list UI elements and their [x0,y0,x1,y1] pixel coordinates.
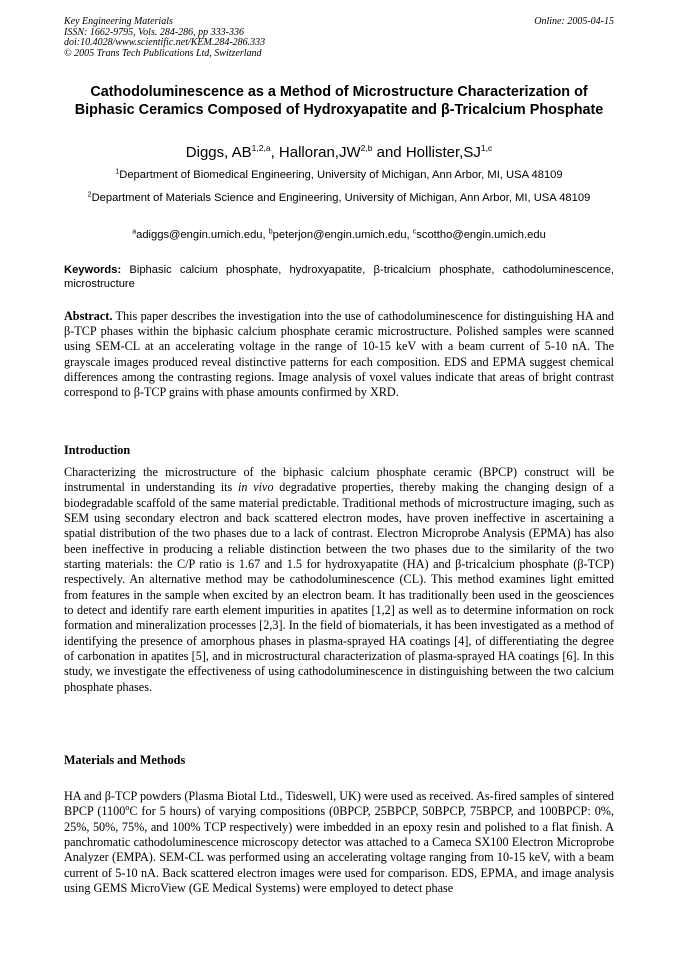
introduction-text: degradative properties, thereby making the changing design of a biodegradable scaffold of the same material predictable. Traditional methods of microstructure imaging, such as SEM using secondary electron and back scattered electron modes, have proven ineffective in ascertaining a spatial distribution of the two phases due to a lack of contrast. Electron Microprobe Analysis (EPMA) has also been ineffective in producing a reliable distinction between the two phases due to the similarity of the two starting materials: the C/P ratio is 1.67 and 1.5 for hydroxyapatite (HA) and β-tricalcium phosphate (β-TCP) respectively. An alternative method may be cathodoluminescence (CL). This method examines light emitted from features in the sample when excited by an electron beam. It has traditionally been used in the geosciences to detect and identify rare earth element impurities in apatites [1,2] as well as to determine information on rock formation and mineralization processes [2,3]. In the field of biomaterials, it has been investigated as a method of identifying the presence of amorphous phases in plasma-sprayed HA coatings [4], of differentiating the degree of carbonation in apatites [5], and in microstructural characterization of plasma-sprayed HA coatings [6]. In this study, we investigate the effectiveness of using cathodoluminescence in distinguishing between the two calcium phosphate phases. [64,480,615,694]
affiliation-2 [64,191,614,205]
email-address[interactable]: peterjon@engin.umich.edu [272,229,407,241]
keywords-label: Keywords: [64,264,122,276]
email-address[interactable]: adiggs@engin.umich.edu [136,229,263,241]
abstract-text: This paper describes the investigation into the use of cathodoluminescence for distinguishing HA and β-TCP phases within the biphasic calcium phosphate ceramic microstructure. Polished samples were scanned using SEM-CL at an accelerating voltage in the range of 10-15 keV with a beam current of 5-10 nA. The grayscale images produced reveal distinctive patterns for each composition. EDS and EPMA suggest chemical differences among the contrasting regions. Image analysis of voxel values indicate that areas of bright contrast correspond to β-TCP grains with phase amounts confirmed by XRD. [64,309,615,400]
author-affiliation-marker: 2,b [360,143,373,153]
author-name: Diggs, AB [185,144,252,161]
methods-text: C for 5 hours) of varying compositions (0BPCP, 25BPCP, 50BPCP, 75BPCP, and 100BPCP: 0%, 25%, 50%, 75%, and 100% TCP respectively) were imbedded in an epoxy resin and polished to a flat finish. A panchromatic cathodoluminescence microscopy detector was attached to a Cameca SX100 Electron Microprobe Analyzer (EMPA). SEM-CL was performed using an accelerating voltage ranging from 10-15 keV, with a beam current of 5-10 nA. Back scattered electron images were used for comparison. EDS, EPMA, and image analysis using GEMS MicroView (GE Medical Systems) were employed to detect phase [64,804,614,896]
author-affiliation-marker: 1,2,a [251,143,271,153]
affiliation-text: Department of Biomedical Engineering, University of Michigan, Ann Arbor, MI, USA 48109 [119,169,563,181]
doi-line: doi:10.4028/www.scientific.net/KEM.284-286.333 [64,37,266,48]
affiliation-marker: 1 [115,168,120,176]
email-address[interactable]: scottho@engin.umich.edu [416,229,546,241]
affiliation-text: Department of Materials Science and Engineering, University of Michigan, Ann Arbor, MI, USA 48109 [91,192,591,204]
copyright-line: © 2005 Trans Tech Publications Ltd, Switzerland [64,47,262,59]
email-list: $^a$adiggs@engin.umich.edu, $^b$peterjon@engin.umich.edu, $^c$scottho@engin.umich.edu [132,228,546,241]
author-separator: and [372,144,406,161]
email-marker: b [268,228,273,236]
online-date: Online: 2005-04-15 [534,16,614,27]
introduction-heading: Introduction [64,443,131,457]
author-affiliation-marker: 1,c [480,143,493,153]
author-separator: , [270,144,279,161]
methods-text: HA and β-TCP powders (Plasma Biotal Ltd., Tideswell, UK) were used as received. As-fired samples of sintered BPCP (1100 [64,789,614,819]
degree-marker: o [125,803,130,813]
keywords-text: Biphasic calcium phosphate, hydroxyapatite, β-tricalcium phosphate, cathodoluminescence, microstructure [64,264,614,290]
introduction-text: Characterizing the microstructure of the biphasic calcium phosphate ceramic (BPCP) construct will be instrumental in understanding its [64,465,614,495]
affiliation-1 [64,168,614,182]
methods-paragraph [64,789,614,896]
author-name: Halloran,JW [278,144,361,161]
abstract [64,309,614,400]
author-name: Hollister,SJ [405,144,481,161]
publication-header [64,17,614,59]
author-list [64,143,614,162]
methods-heading: Materials and Methods [64,753,186,767]
affiliation-marker: 2 [87,191,92,199]
keywords [64,263,614,291]
issn-line: ISSN: 1662-9795, Vols. 284-286, pp 333-336 [64,26,244,38]
email-marker: c [412,228,417,236]
introduction-paragraph [64,465,614,695]
introduction-italic: in vivo [238,480,274,495]
paper-title: Cathodoluminescence as a Method of Microstructure Characterization of Biphasic Ceramics Composed of Hydroxyapatite and β-Tricalcium Phosphate [74,84,604,118]
email-marker: a [132,228,137,236]
journal-name: Key Engineering Materials [64,16,173,27]
abstract-label: Abstract. [64,309,113,323]
